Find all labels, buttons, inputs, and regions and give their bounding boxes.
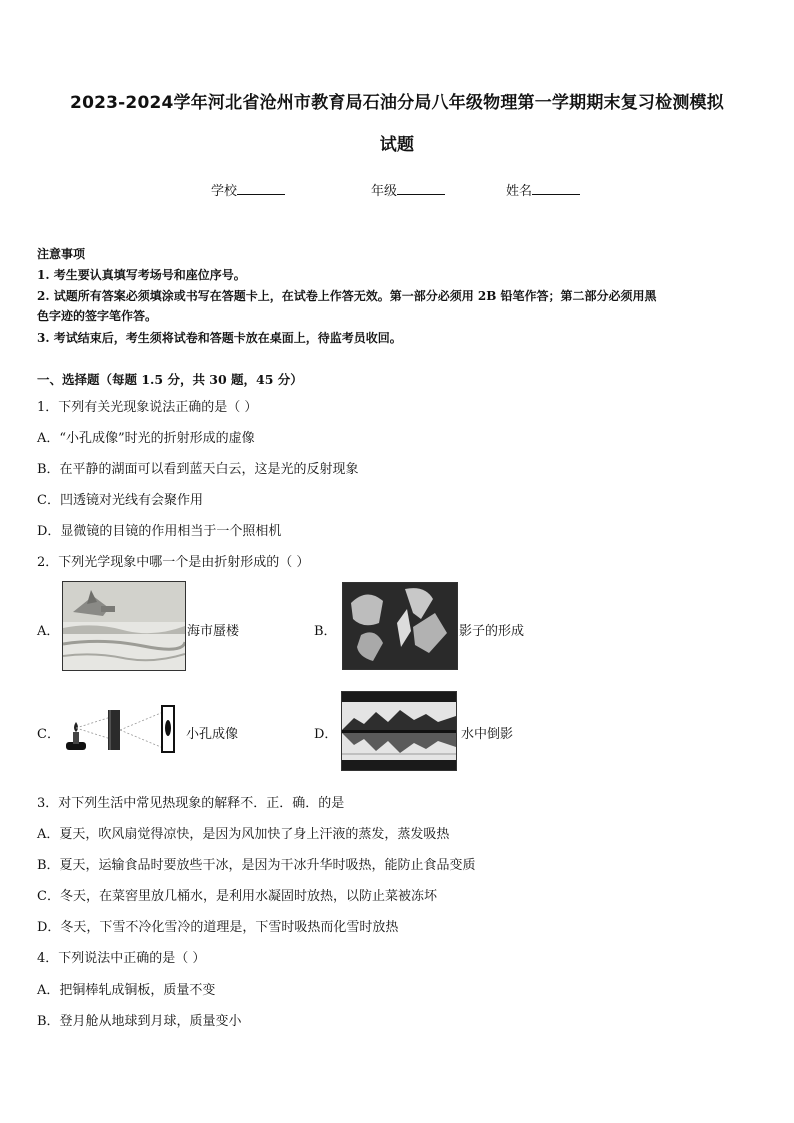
question-3-option-a: A．夏天，吹风扇觉得凉快，是因为风加快了身上汗液的蒸发，蒸发吸热	[37, 827, 450, 842]
grade-field[interactable]: 年级	[371, 180, 445, 199]
question-3-option-b: B．夏天，运输食品时要放些干冰，是因为干冰升华时吸热，能防止食品变质	[37, 858, 476, 873]
question-2-option-b-caption: 影子的形成	[459, 624, 525, 639]
question-1-option-c: C．凹透镜对光线有会聚作用	[37, 493, 203, 508]
question-4-stem: 4．下列说法中正确的是（ ）	[37, 951, 206, 966]
question-2-option-c-letter: C．	[37, 727, 60, 742]
section-heading: 一、选择题（每题 1.5 分，共 30 题，45 分）	[37, 372, 303, 387]
school-field[interactable]: 学校	[211, 180, 285, 199]
pinhole-image	[62, 702, 184, 754]
question-3-option-d: D．冬天，下雪不冷化雪冷的道理是，下雪时吸热而化雪时放热	[37, 920, 399, 935]
notice-heading: 注意事项	[37, 247, 86, 261]
question-1-option-d: D．显微镜的目镜的作用相当于一个照相机	[37, 524, 282, 539]
grade-blank[interactable]	[397, 182, 445, 195]
question-1-stem: 1．下列有关光现象说法正确的是（ ）	[37, 400, 258, 415]
question-4-option-b: B．登月舱从地球到月球，质量变小	[37, 1014, 242, 1029]
question-2-option-c-caption: 小孔成像	[186, 727, 239, 742]
question-3-stem: 3．对下列生活中常见热现象的解释不．正．确．的是	[37, 796, 345, 811]
question-2-stem: 2．下列光学现象中哪一个是由折射形成的（ ）	[37, 555, 310, 570]
question-1-option-b: B．在平静的湖面可以看到蓝天白云，这是光的反射现象	[37, 462, 359, 477]
question-3-option-c: C．冬天，在菜窖里放几桶水，是利用水凝固时放热，以防止菜被冻坏	[37, 889, 437, 904]
name-field[interactable]: 姓名	[506, 180, 580, 199]
mirage-image	[62, 581, 186, 671]
question-1-option-a: A．“小孔成像”时光的折射形成的虚像	[37, 431, 255, 446]
notice-item-2: 2. 试题所有答案必须填涂或书写在答题卡上，在试卷上作答无效。第一部分必须用 2B 铅笔作答；第二部分必须用黑	[37, 289, 657, 303]
name-blank[interactable]	[532, 182, 580, 195]
page-title-line2: 试题	[379, 135, 415, 155]
page-title: 2023-2024学年河北省沧州市教育局石油分局八年级物理第一学期期末复习检测模拟	[70, 93, 724, 113]
school-blank[interactable]	[237, 182, 285, 195]
water-reflection-image	[341, 691, 457, 771]
question-2-option-b-letter: B．	[314, 624, 337, 639]
shadow-image	[342, 582, 458, 670]
notice-item-2-cont: 色字迹的签字笔作答。	[37, 309, 158, 323]
question-2-option-d-caption: 水中倒影	[461, 727, 514, 742]
question-2-option-a-letter: A．	[37, 624, 60, 639]
question-2-option-a-caption: 海市蜃楼	[187, 624, 240, 639]
notice-item-1: 1. 考生要认真填写考场号和座位序号。	[37, 268, 246, 282]
question-2-option-d-letter: D．	[314, 727, 338, 742]
notice-item-3: 3. 考试结束后，考生须将试卷和答题卡放在桌面上，待监考员收回。	[37, 331, 402, 345]
question-4-option-a: A．把铜棒轧成铜板，质量不变	[37, 983, 216, 998]
